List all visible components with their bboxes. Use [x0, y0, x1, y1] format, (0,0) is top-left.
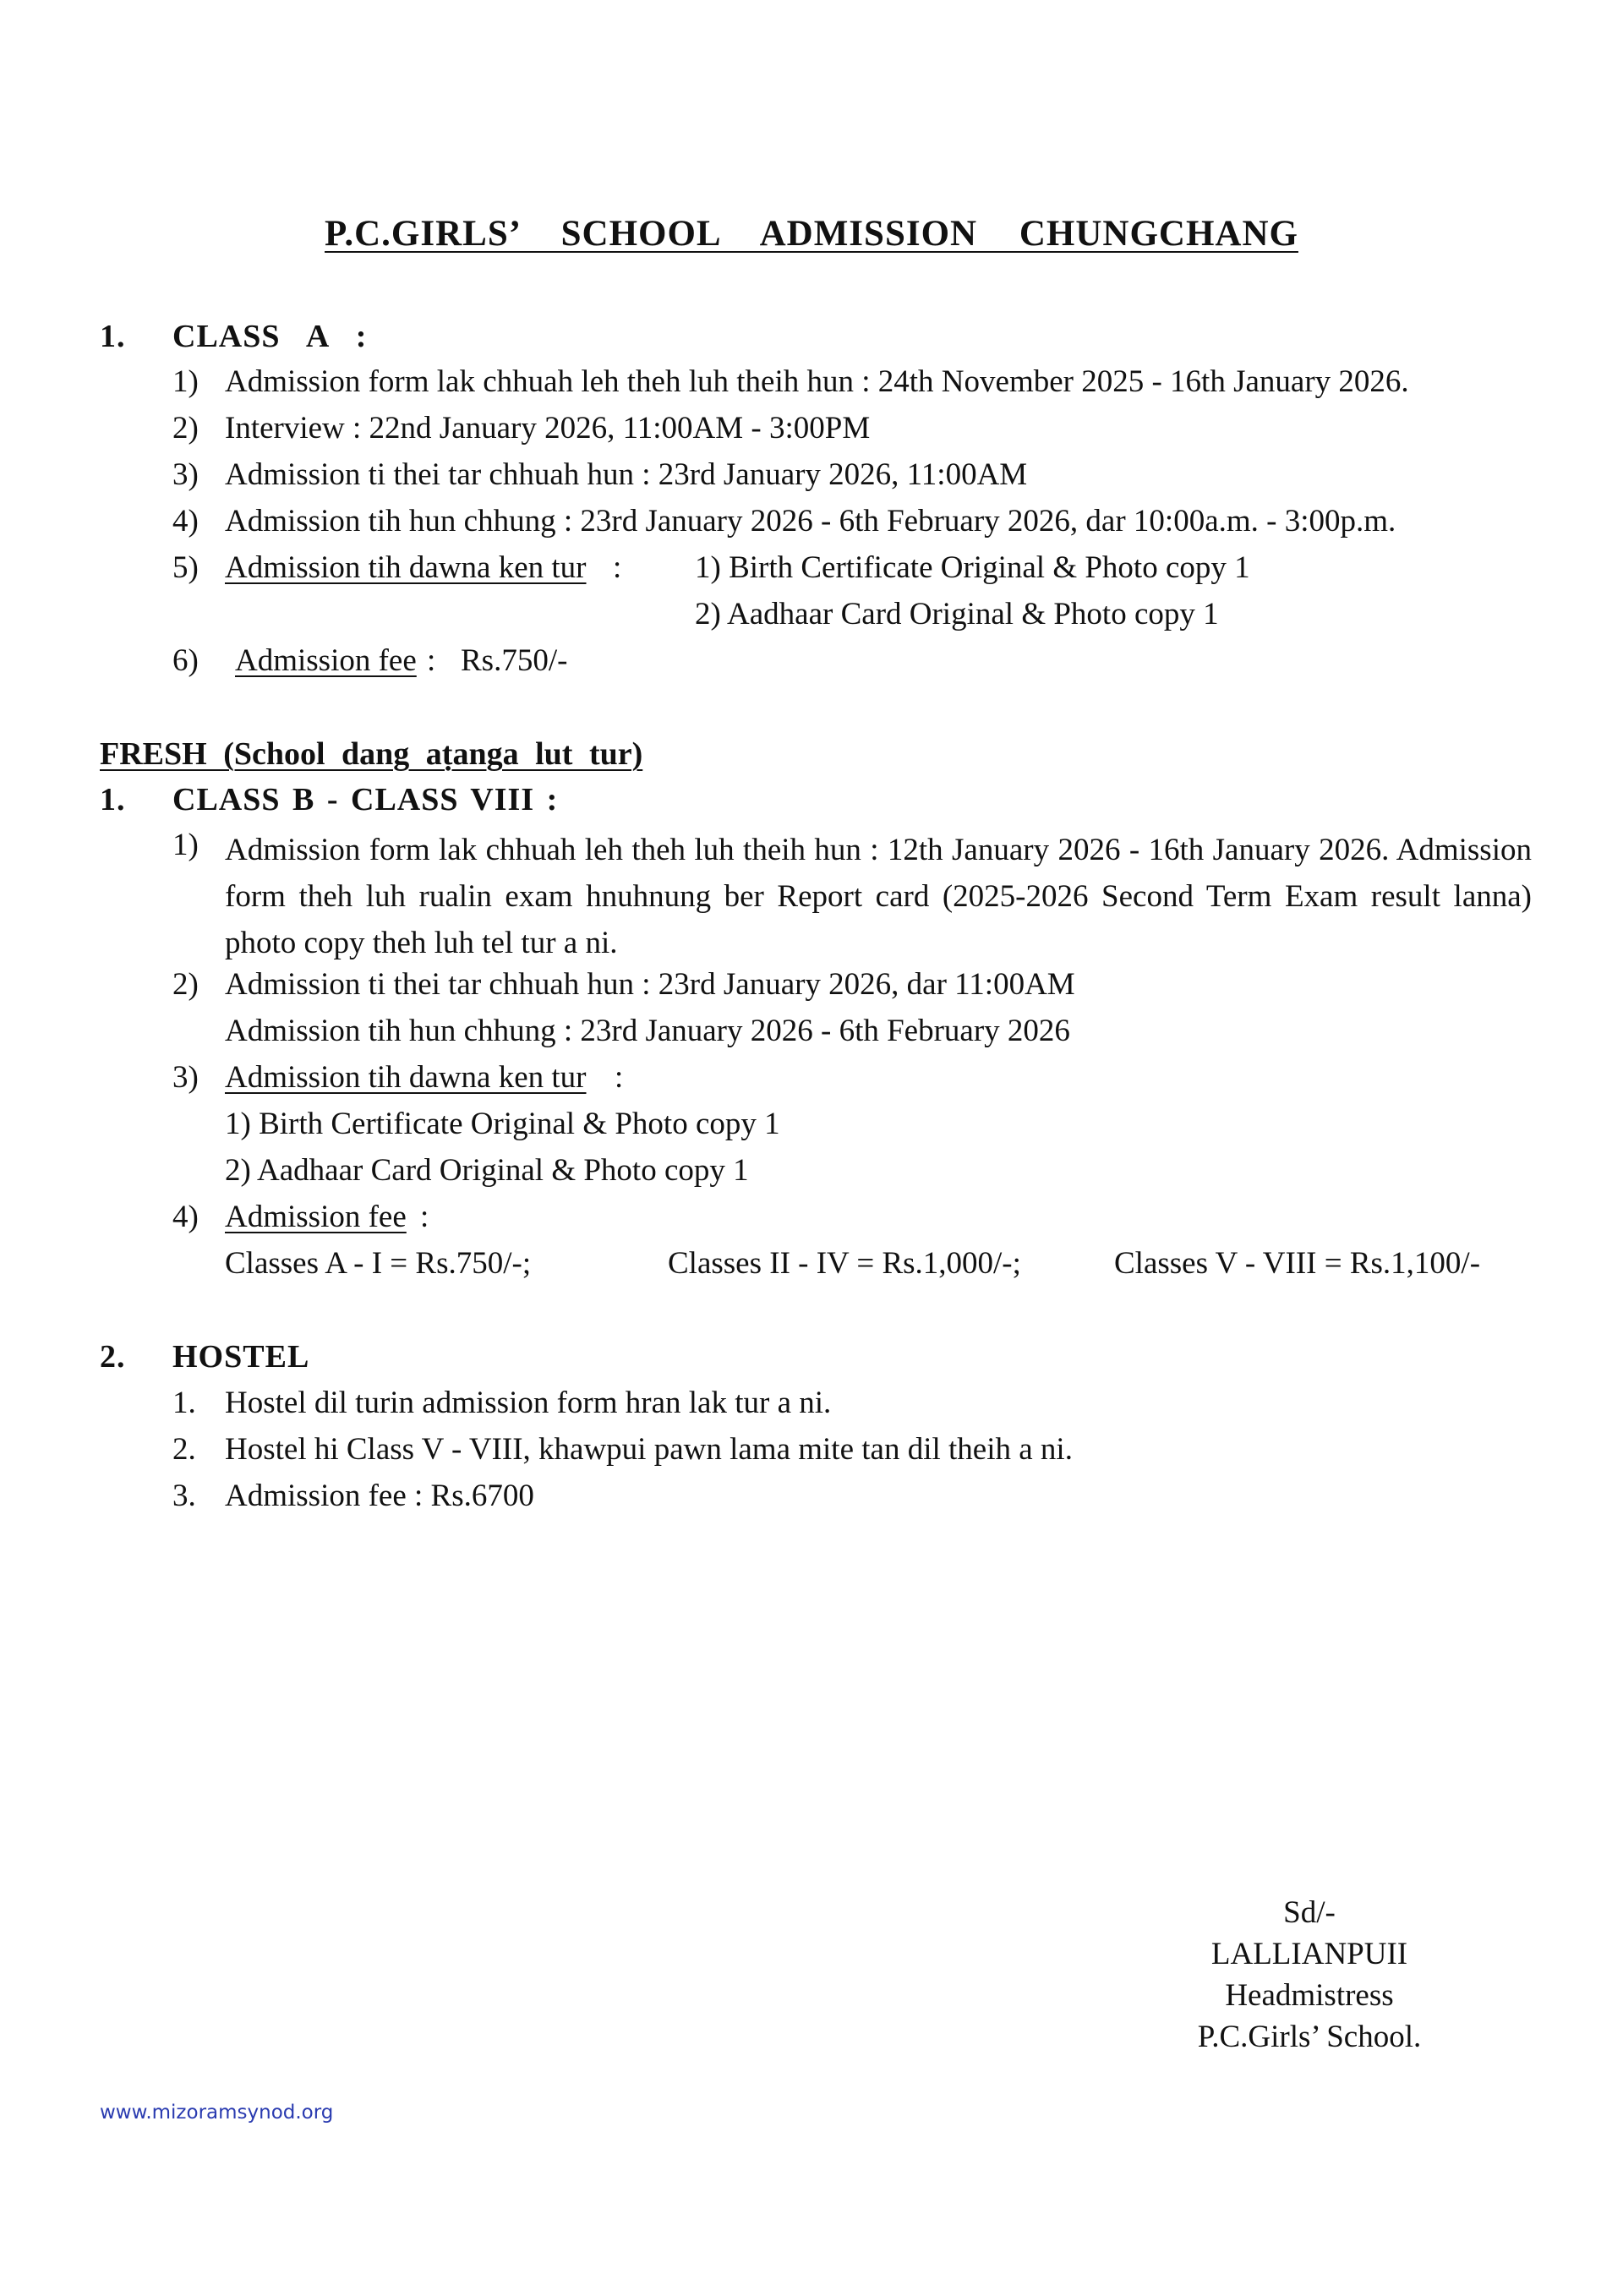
footer-website-link[interactable]: www.mizoramsynod.org	[100, 2102, 334, 2124]
list-item-num: 2)	[172, 411, 199, 446]
fee-class-v-viii: Classes V - VIII = Rs.1,100/-	[1114, 1246, 1481, 1281]
list-item-text: Hostel dil turin admission form hran lak tur a ni.	[225, 1386, 832, 1420]
list-item-num: 3)	[172, 1060, 199, 1095]
hostel-number: 2.	[100, 1339, 126, 1375]
list-item-text: Interview : 22nd January 2026, 11:00AM - 3:00PM	[225, 411, 871, 446]
list-item-num: 1)	[172, 828, 199, 862]
label-separator: :	[427, 643, 436, 678]
label-separator: :	[615, 1060, 624, 1095]
required-doc: 2) Aadhaar Card Original & Photo copy 1	[695, 597, 1219, 631]
list-item-text: Admission fee : Rs.6700	[225, 1479, 534, 1513]
list-item-text: Admission ti thei tar chhuah hun : 23rd January 2026, 11:00AM	[225, 457, 1028, 492]
section-a-number: 1.	[100, 319, 126, 354]
admission-fee-value: Rs.750/-	[461, 643, 568, 678]
docs-required-label: Admission tih dawna ken tur	[225, 1060, 587, 1095]
page-title: P.C.GIRLS’ SCHOOL ADMISSION CHUNGCHANG	[325, 214, 1298, 254]
label-separator: :	[420, 1200, 429, 1234]
section-a-heading: CLASS A :	[172, 319, 368, 354]
list-item-num: 2.	[172, 1432, 196, 1467]
list-item-text: Admission form lak chhuah leh theh luh theih hun : 24th November 2025 - 16th January 2026.	[225, 364, 1409, 399]
fee-class-ii-iv: Classes II - IV = Rs.1,000/-;	[668, 1246, 1021, 1281]
fresh-number: 1.	[100, 782, 126, 817]
signature-designation: Headmistress	[1225, 1978, 1394, 2013]
signature-school: P.C.Girls’ School.	[1197, 2020, 1422, 2054]
signature-sd: Sd/-	[1283, 1895, 1336, 1930]
admission-fee-label: Admission fee	[225, 1200, 407, 1234]
required-doc: 1) Birth Certificate Original & Photo copy 1	[695, 550, 1250, 585]
fee-class-a-i: Classes A - I = Rs.750/-;	[225, 1246, 532, 1281]
fresh-heading: FRESH (School dang aṭanga lut tur)	[100, 736, 643, 772]
required-doc: 1) Birth Certificate Original & Photo copy 1	[225, 1107, 780, 1141]
hostel-heading: HOSTEL	[172, 1339, 310, 1375]
required-doc: 2) Aadhaar Card Original & Photo copy 1	[225, 1153, 749, 1188]
fresh-subheading: CLASS B - CLASS VIII :	[172, 782, 559, 817]
signature-name: LALLIANPUII	[1210, 1937, 1408, 1971]
list-item-num: 1.	[172, 1386, 196, 1420]
list-item-text: Admission form lak chhuah leh theh luh theih hun : 12th January 2026 - 16th January 2026. Admission form theh luh rualin exam hnuhnung ber Report card (2025-2026 Second Term Exam result lanna) photo copy theh luh tel tur a ni.	[225, 833, 1532, 960]
signature-block	[1140, 1892, 1478, 2058]
list-item-num: 6)	[172, 643, 199, 678]
list-item-num: 4)	[172, 504, 199, 538]
list-item-num: 1)	[172, 364, 199, 399]
label-separator: :	[613, 550, 622, 585]
list-item-num: 3.	[172, 1479, 196, 1513]
docs-required-label: Admission tih dawna ken tur	[225, 550, 587, 585]
list-item-num: 2)	[172, 967, 199, 1002]
admission-fee-label: Admission fee	[235, 643, 417, 678]
list-item-num: 4)	[172, 1200, 199, 1234]
list-item-num: 5)	[172, 550, 199, 585]
list-item-text: Admission tih hun chhung : 23rd January 2026 - 6th February 2026, dar 10:00a.m. - 3:00p.m.	[225, 504, 1396, 538]
list-item-text: Admission tih hun chhung : 23rd January 2026 - 6th February 2026	[225, 1014, 1070, 1048]
list-item-text: Hostel hi Class V - VIII, khawpui pawn lama mite tan dil theih a ni.	[225, 1432, 1073, 1467]
list-item-num: 3)	[172, 457, 199, 492]
list-item-text: Admission ti thei tar chhuah hun : 23rd January 2026, dar 11:00AM	[225, 967, 1075, 1002]
